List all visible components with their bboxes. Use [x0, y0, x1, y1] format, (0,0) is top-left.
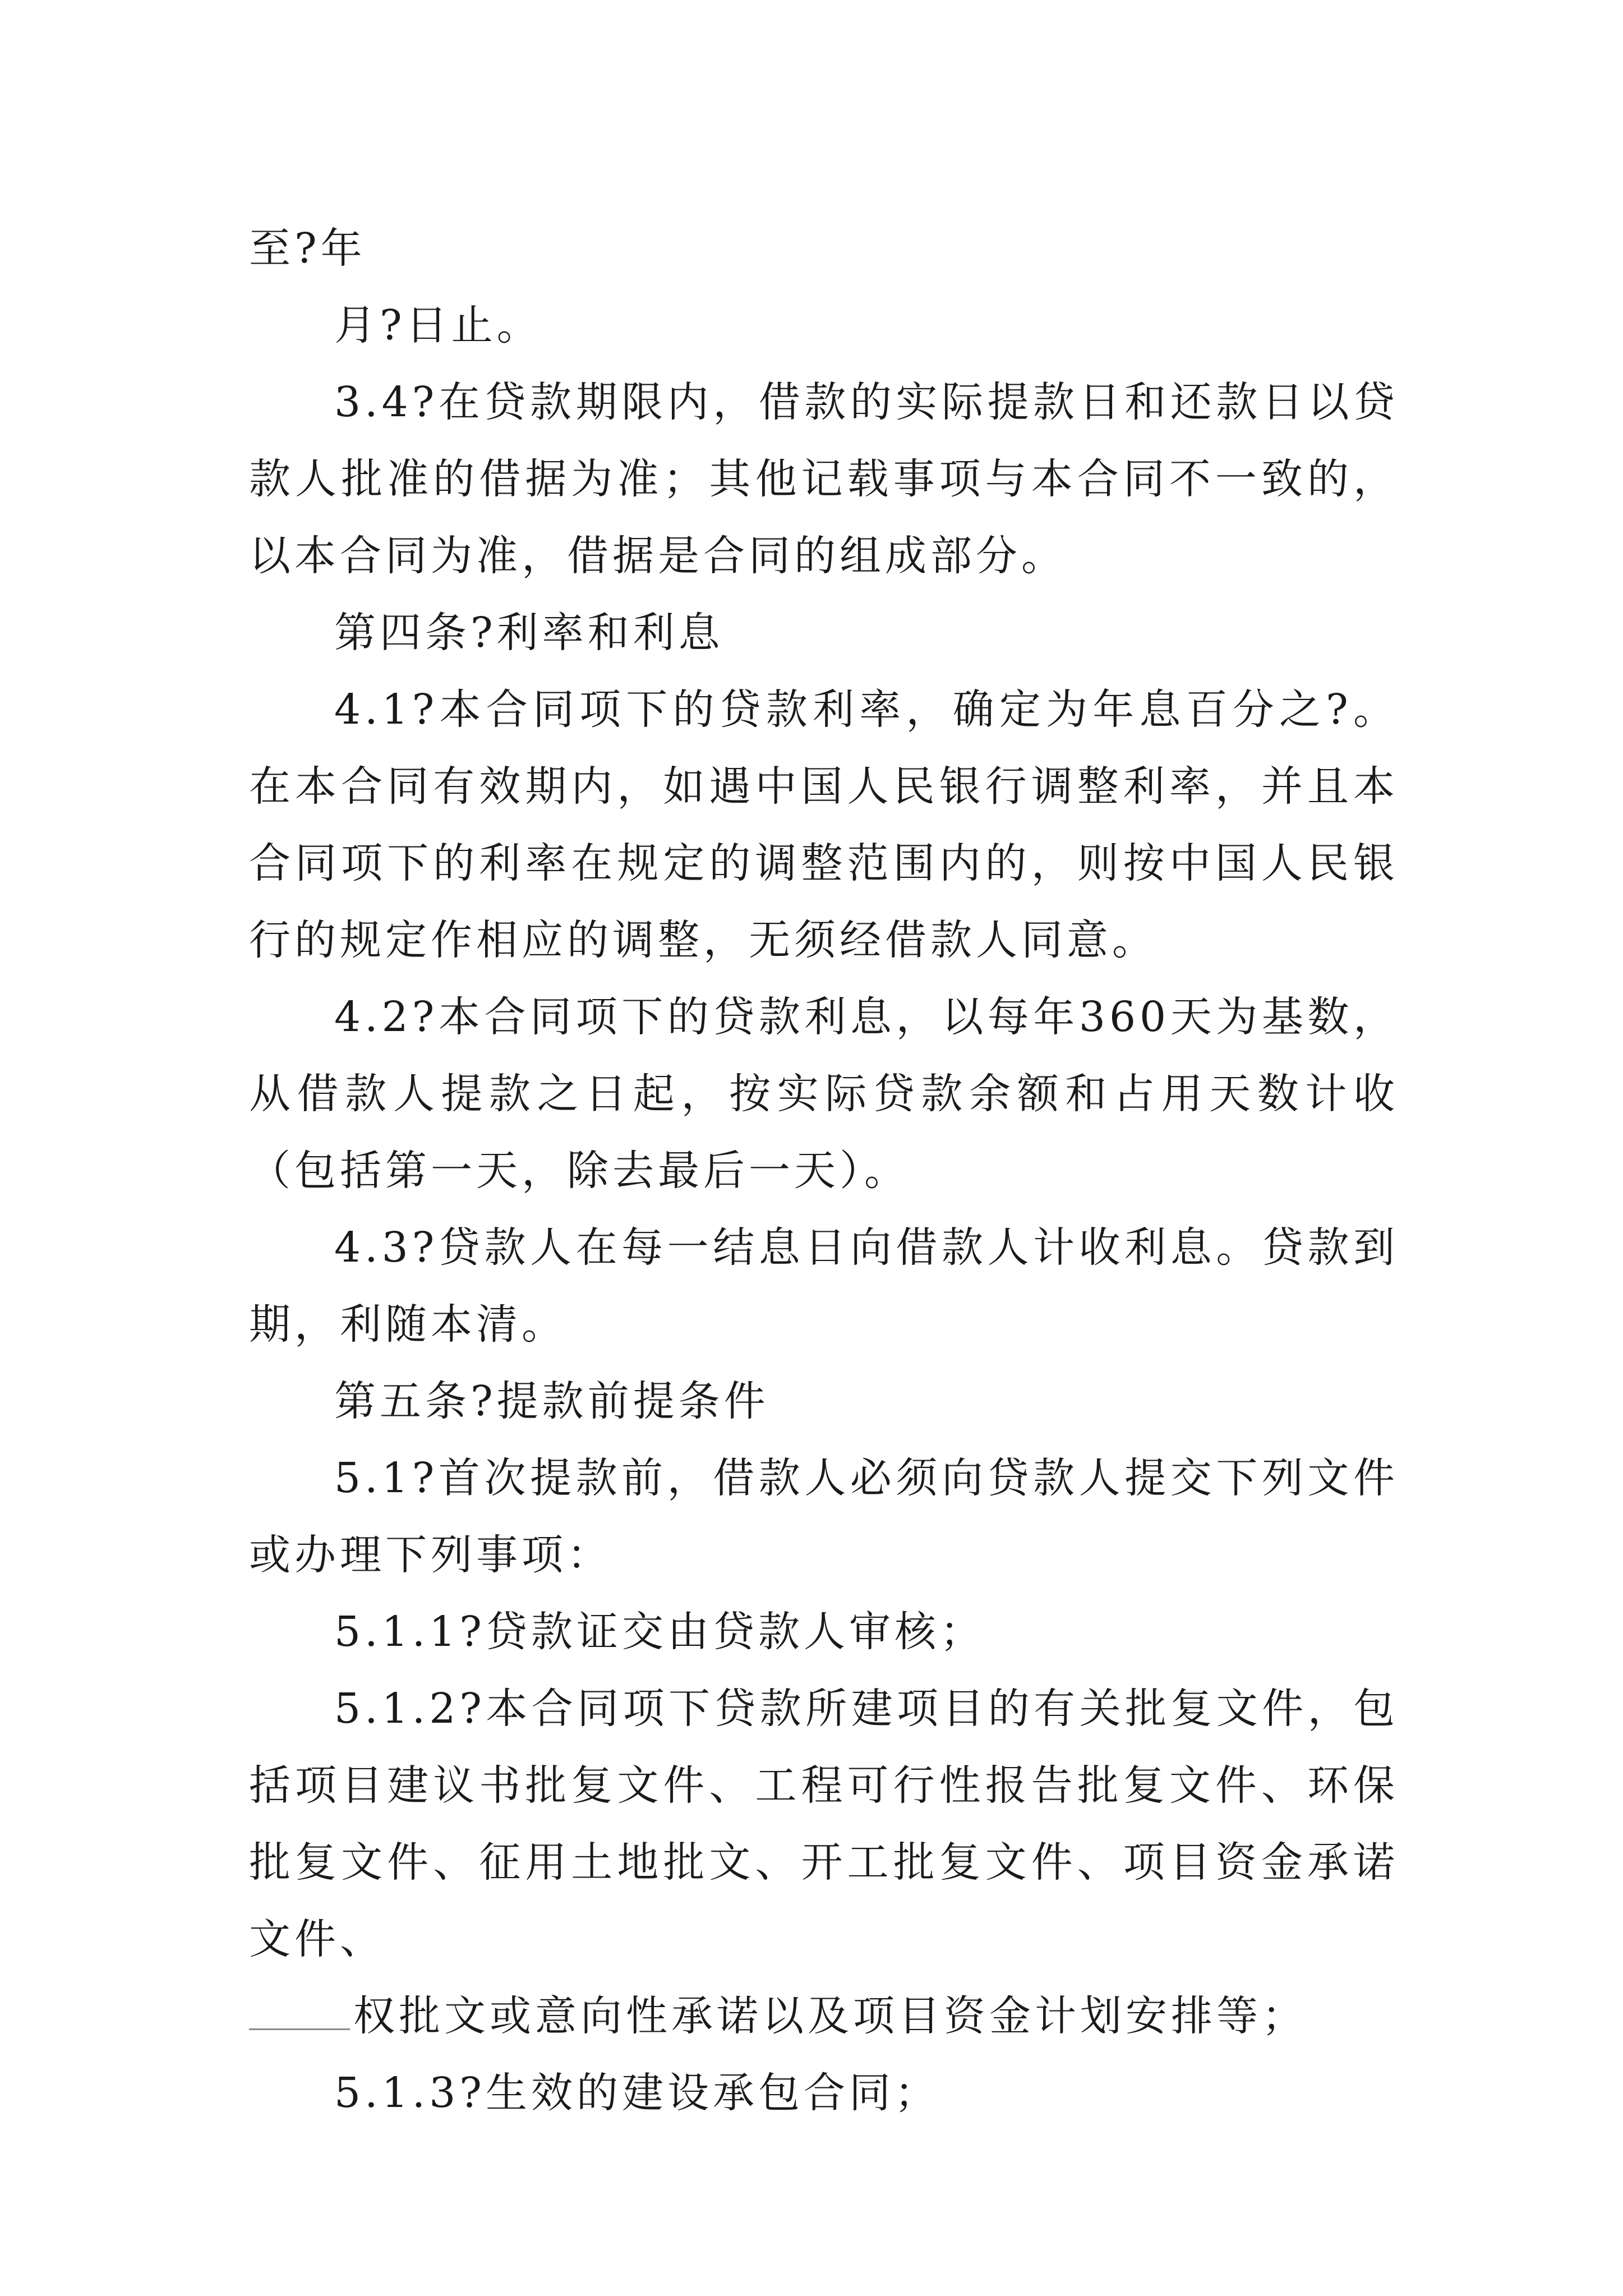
blank-underline — [249, 2026, 350, 2030]
paragraph-4-2: 4.2?本合同项下的贷款利息，以每年360天为基数，从借款人提款之日起，按实际贷款余额和占用天数计收（包括第一天，除去最后一天）。 — [249, 993, 1399, 1195]
paragraph-3-4: 3.4?在贷款期限内，借款的实际提款日和还款日以贷款人批准的借据为准；其他记载事项与本合同不一致的，以本合同为准，借据是合同的组成部分。 — [249, 378, 1399, 580]
paragraph-5-1-1: 5.1.1?贷款证交由贷款人审核； — [334, 1608, 985, 1656]
heading-article-5: 第五条?提款前提条件 — [334, 1377, 769, 1425]
paragraph-2: 月?日止。 — [334, 301, 542, 349]
paragraph-5-1: 5.1?首次提款前，借款人必须向贷款人提交下列文件或办理下列事项： — [249, 1454, 1399, 1579]
paragraph-4-3: 4.3?贷款人在每一结息日向借款人计收利息。贷款到期，利随本清。 — [249, 1223, 1399, 1349]
paragraph-5-1-3: 5.1.3?生效的建设承包合同； — [334, 2069, 940, 2117]
paragraph-5-1-2-continued — [249, 1978, 1399, 2055]
paragraph-5-1-2: 5.1.2?本合同项下贷款所建项目的有关批复文件，包括项目建议书批复文件、工程可行性报告批复文件、环保批复文件、征用土地批文、开工批复文件、项目资金承诺文件、 — [249, 1685, 1399, 1963]
heading-article-4: 第四条?利率和利息 — [334, 609, 724, 657]
paragraph-5-1-2-continued-text: 权批文或意向性承诺以及项目资金计划安排等； — [353, 1992, 1307, 2040]
paragraph-4-1: 4.1?本合同项下的贷款利率，确定为年息百分之?。在本合同有效期内，如遇中国人民银行调整利率，并且本合同项下的利率在规定的调整范围内的，则按中国人民银行的规定作相应的调整，无须经借款人同意。 — [249, 685, 1399, 964]
document-body — [249, 210, 1399, 2132]
paragraph-1: 至?年 — [249, 224, 366, 273]
